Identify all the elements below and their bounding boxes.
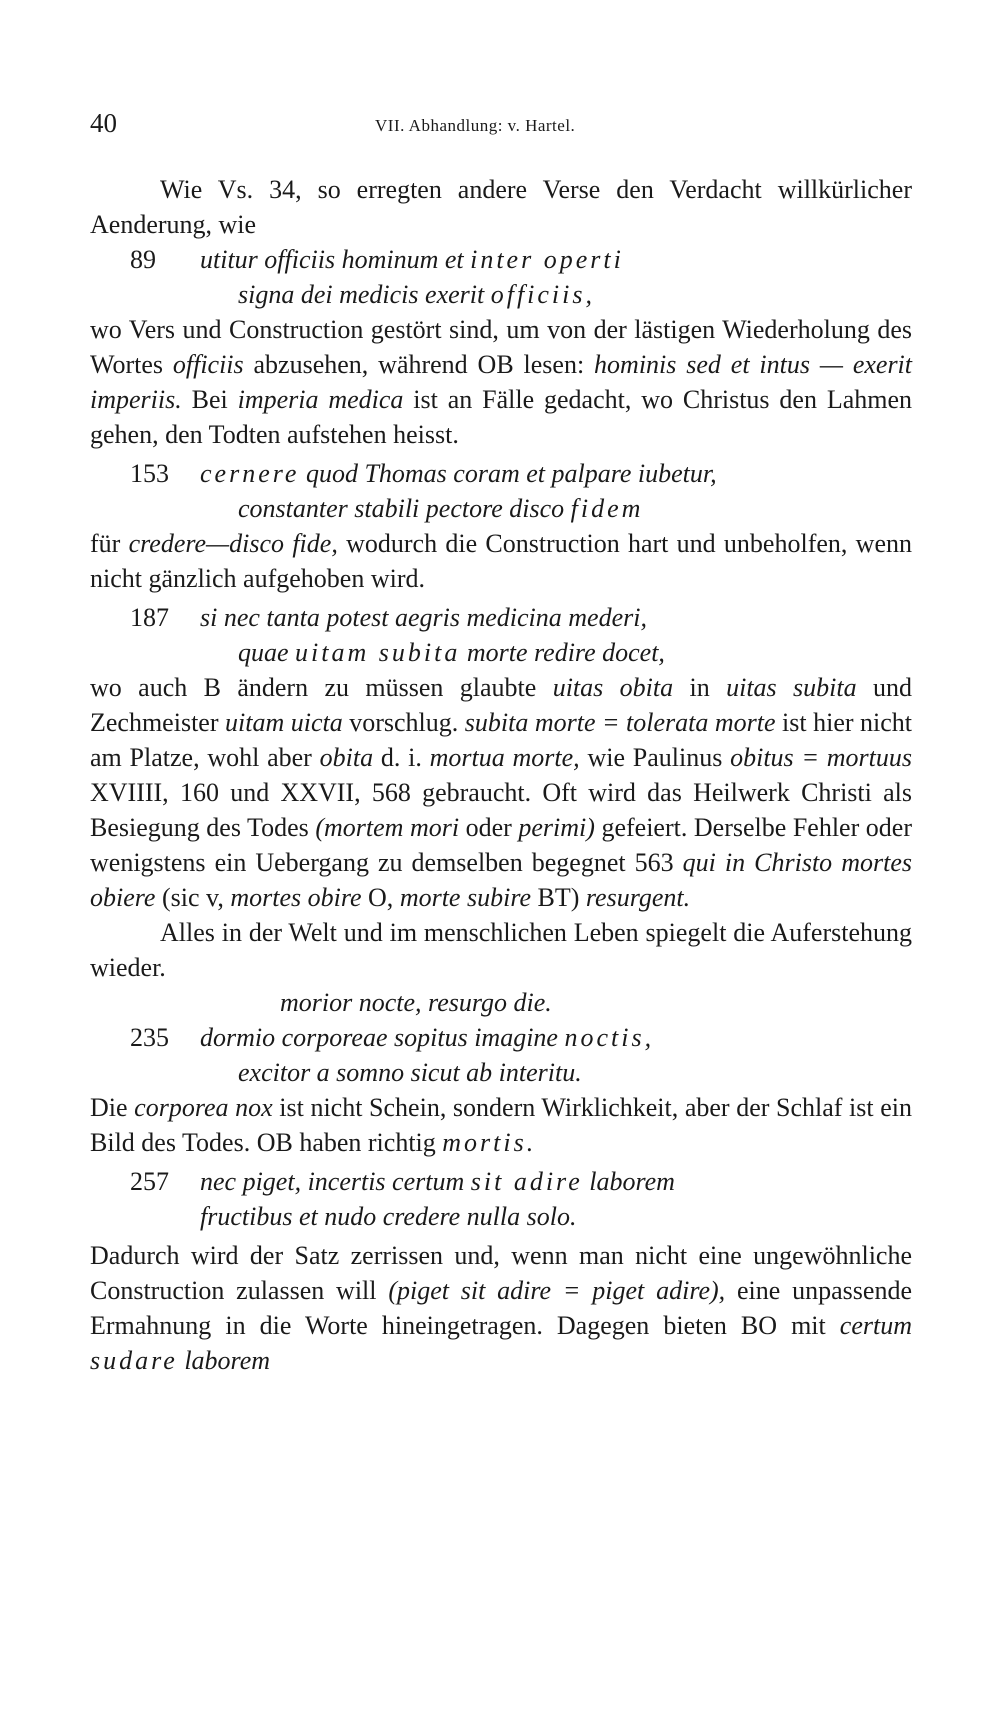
verse-257-line-2 [90,1199,912,1234]
verse-153-line-1 [90,456,912,491]
verse-number: 153 [130,459,169,488]
verse-motto [90,985,912,1020]
verse-number: 187 [130,603,169,632]
verse-187-line-1 [90,600,912,635]
verse-number: 89 [130,245,156,274]
verse-text: quae uitam subita morte redire docet, [238,638,665,667]
verse-89-line-2 [90,277,912,312]
page-header [90,108,912,148]
verse-235-line-1 [90,1020,912,1055]
verse-text: si nec tanta potest aegris medicina mederi, [200,603,647,632]
paragraph-5: Alles in der Welt und im menschlichen Leben spiegelt die Auferstehung wieder. [90,918,912,982]
paragraph-6: Die corporea nox ist nicht Schein, sondern Wirklichkeit, aber der Schlaf ist ein Bild des Todes. OB haben richtig mortis. [90,1093,912,1157]
verse-text: fructibus et nudo credere nulla solo. [200,1202,577,1231]
verse-number: 257 [130,1167,169,1196]
verse-257-line-1 [90,1164,912,1199]
verse-text: dormio corporeae sopitus imagine noctis, [200,1023,655,1052]
page-body [90,172,912,1378]
paragraph-7: Dadurch wird der Satz zerrissen und, wenn man nicht eine ungewöhnliche Construction zulassen will (piget sit adire = piget adire), eine unpassende Ermahnung in die Worte hineingetragen. Dagegen bieten BO mit certum sudare laborem [90,1241,912,1375]
running-title: VII. Abhandlung: v. Hartel. [375,116,576,135]
verse-187-line-2 [90,635,912,670]
page-number: 40 [90,108,117,138]
verse-153-line-2 [90,491,912,526]
verse-text: nec piget, incertis certum sit adire laborem [200,1167,675,1196]
paragraph-4: wo auch B ändern zu müssen glaubte uitas obita in uitas subita und Zechmeister uitam uicta vorschlug. subita morte = tolerata morte ist hier nicht am Platze, wohl aber obita d. i. mortua morte, wie Paulinus obitus = mortuus XVIIII, 160 und XXVII, 568 gebraucht. Oft wird das Heilwerk Christi als Besiegung des Todes (mortem mori oder perimi) gefeiert. Derselbe Fehler oder wenigstens ein Uebergang zu demselben begegnet 563 qui in Christo mortes obiere (sic v, mortes obire O, morte subire BT) resurgent. [90,673,913,912]
paragraph-1: Wie Vs. 34, so erregten andere Verse den Verdacht willkürlicher Aenderung, wie [90,175,912,239]
verse-text: utitur officiis hominum et inter operti [200,245,624,274]
verse-89-line-1 [90,242,912,277]
verse-text: constanter stabili pectore disco fidem [238,494,644,523]
verse-text: morior nocte, resurgo die. [280,988,552,1017]
verse-235-line-2 [90,1055,912,1090]
verse-text: signa dei medicis exerit officiis, [238,280,595,309]
paragraph-3: für credere—disco fide, wodurch die Construction hart und unbeholfen, wenn nicht gänzlich aufgehoben wird. [90,529,912,593]
paragraph-2: wo Vers und Construction gestört sind, um von der lästigen Wiederholung des Wortes officiis abzusehen, während OB lesen: hominis sed et intus — exerit imperiis. Bei imperia medica ist an Fälle gedacht, wo Christus den Lahmen gehen, den Todten aufstehen heisst. [90,315,913,449]
verse-number: 235 [130,1023,169,1052]
verse-text: cernere quod Thomas coram et palpare iubetur, [200,459,717,488]
verse-text: excitor a somno sicut ab interitu. [238,1058,582,1087]
